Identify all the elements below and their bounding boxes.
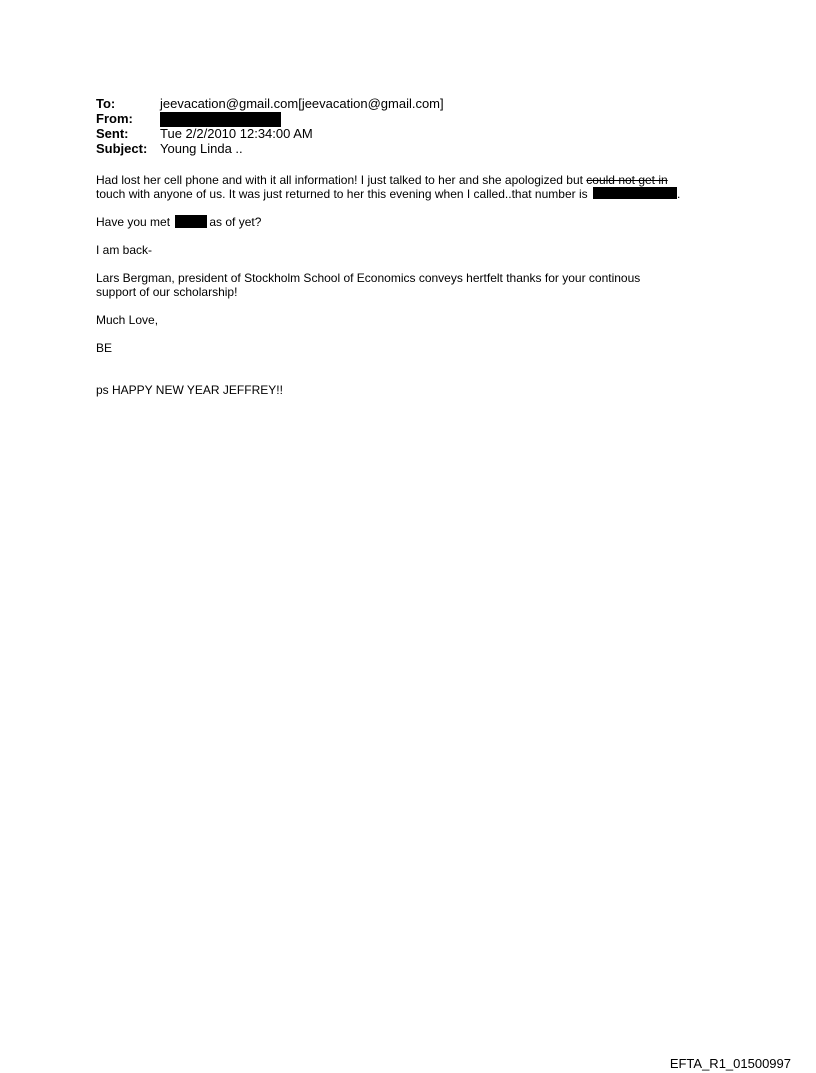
p5-text: Much Love, bbox=[96, 313, 159, 327]
from-row bbox=[96, 111, 444, 126]
p1-struck-text: could not get in bbox=[586, 173, 668, 187]
email-header bbox=[96, 96, 444, 156]
sent-row bbox=[96, 126, 444, 141]
from-value bbox=[160, 111, 281, 126]
body-paragraph-6 bbox=[96, 341, 716, 355]
phone-number-redaction bbox=[593, 187, 677, 199]
document-id: EFTA_R1_01500997 bbox=[669, 1056, 791, 1071]
p2-text-b: as of yet? bbox=[209, 215, 262, 229]
to-value: jeevacation@gmail.com[jeevacation@gmail.com] bbox=[160, 96, 444, 111]
subject-value: Young Linda .. bbox=[160, 141, 243, 156]
p4-line-1: Lars Bergman, president of Stockholm School of Economics conveys hertfelt thanks for your continous bbox=[96, 271, 641, 285]
body-paragraph-5 bbox=[96, 313, 716, 327]
p1-line2-text: touch with anyone of us. It was just returned to her this evening when I called..that number is bbox=[96, 187, 591, 201]
body-paragraph-2-line bbox=[96, 215, 716, 229]
sent-value: Tue 2/2/2010 12:34:00 AM bbox=[160, 126, 313, 141]
p1-line1-text: Had lost her cell phone and with it all information! I just talked to her and she apologized but bbox=[96, 173, 587, 187]
from-redaction bbox=[160, 112, 281, 127]
p7-text: ps HAPPY NEW YEAR JEFFREY!! bbox=[96, 383, 283, 397]
subject-row bbox=[96, 141, 444, 156]
sent-label: Sent: bbox=[96, 126, 129, 141]
from-label: From: bbox=[96, 111, 133, 126]
body-paragraph-3 bbox=[96, 243, 716, 257]
p3-text: I am back- bbox=[96, 243, 153, 257]
body-paragraph-1-line-2 bbox=[96, 187, 716, 201]
body-paragraph-2 bbox=[96, 215, 716, 229]
p2-text-a: Have you met bbox=[96, 215, 174, 229]
to-label: To: bbox=[96, 96, 116, 111]
body-paragraph-4 bbox=[96, 271, 716, 299]
to-row bbox=[96, 96, 444, 111]
p4-line-2: support of our scholarship! bbox=[96, 285, 238, 299]
paragraph-spacer bbox=[96, 369, 716, 383]
email-body bbox=[96, 173, 716, 411]
body-paragraph-1-line-1 bbox=[96, 173, 716, 187]
subject-label: Subject: bbox=[96, 141, 148, 156]
name-redaction bbox=[175, 215, 207, 228]
p1-line2-end: . bbox=[676, 187, 681, 201]
body-paragraph-1 bbox=[96, 173, 716, 201]
p6-text: BE bbox=[96, 341, 113, 355]
body-paragraph-7 bbox=[96, 383, 716, 397]
